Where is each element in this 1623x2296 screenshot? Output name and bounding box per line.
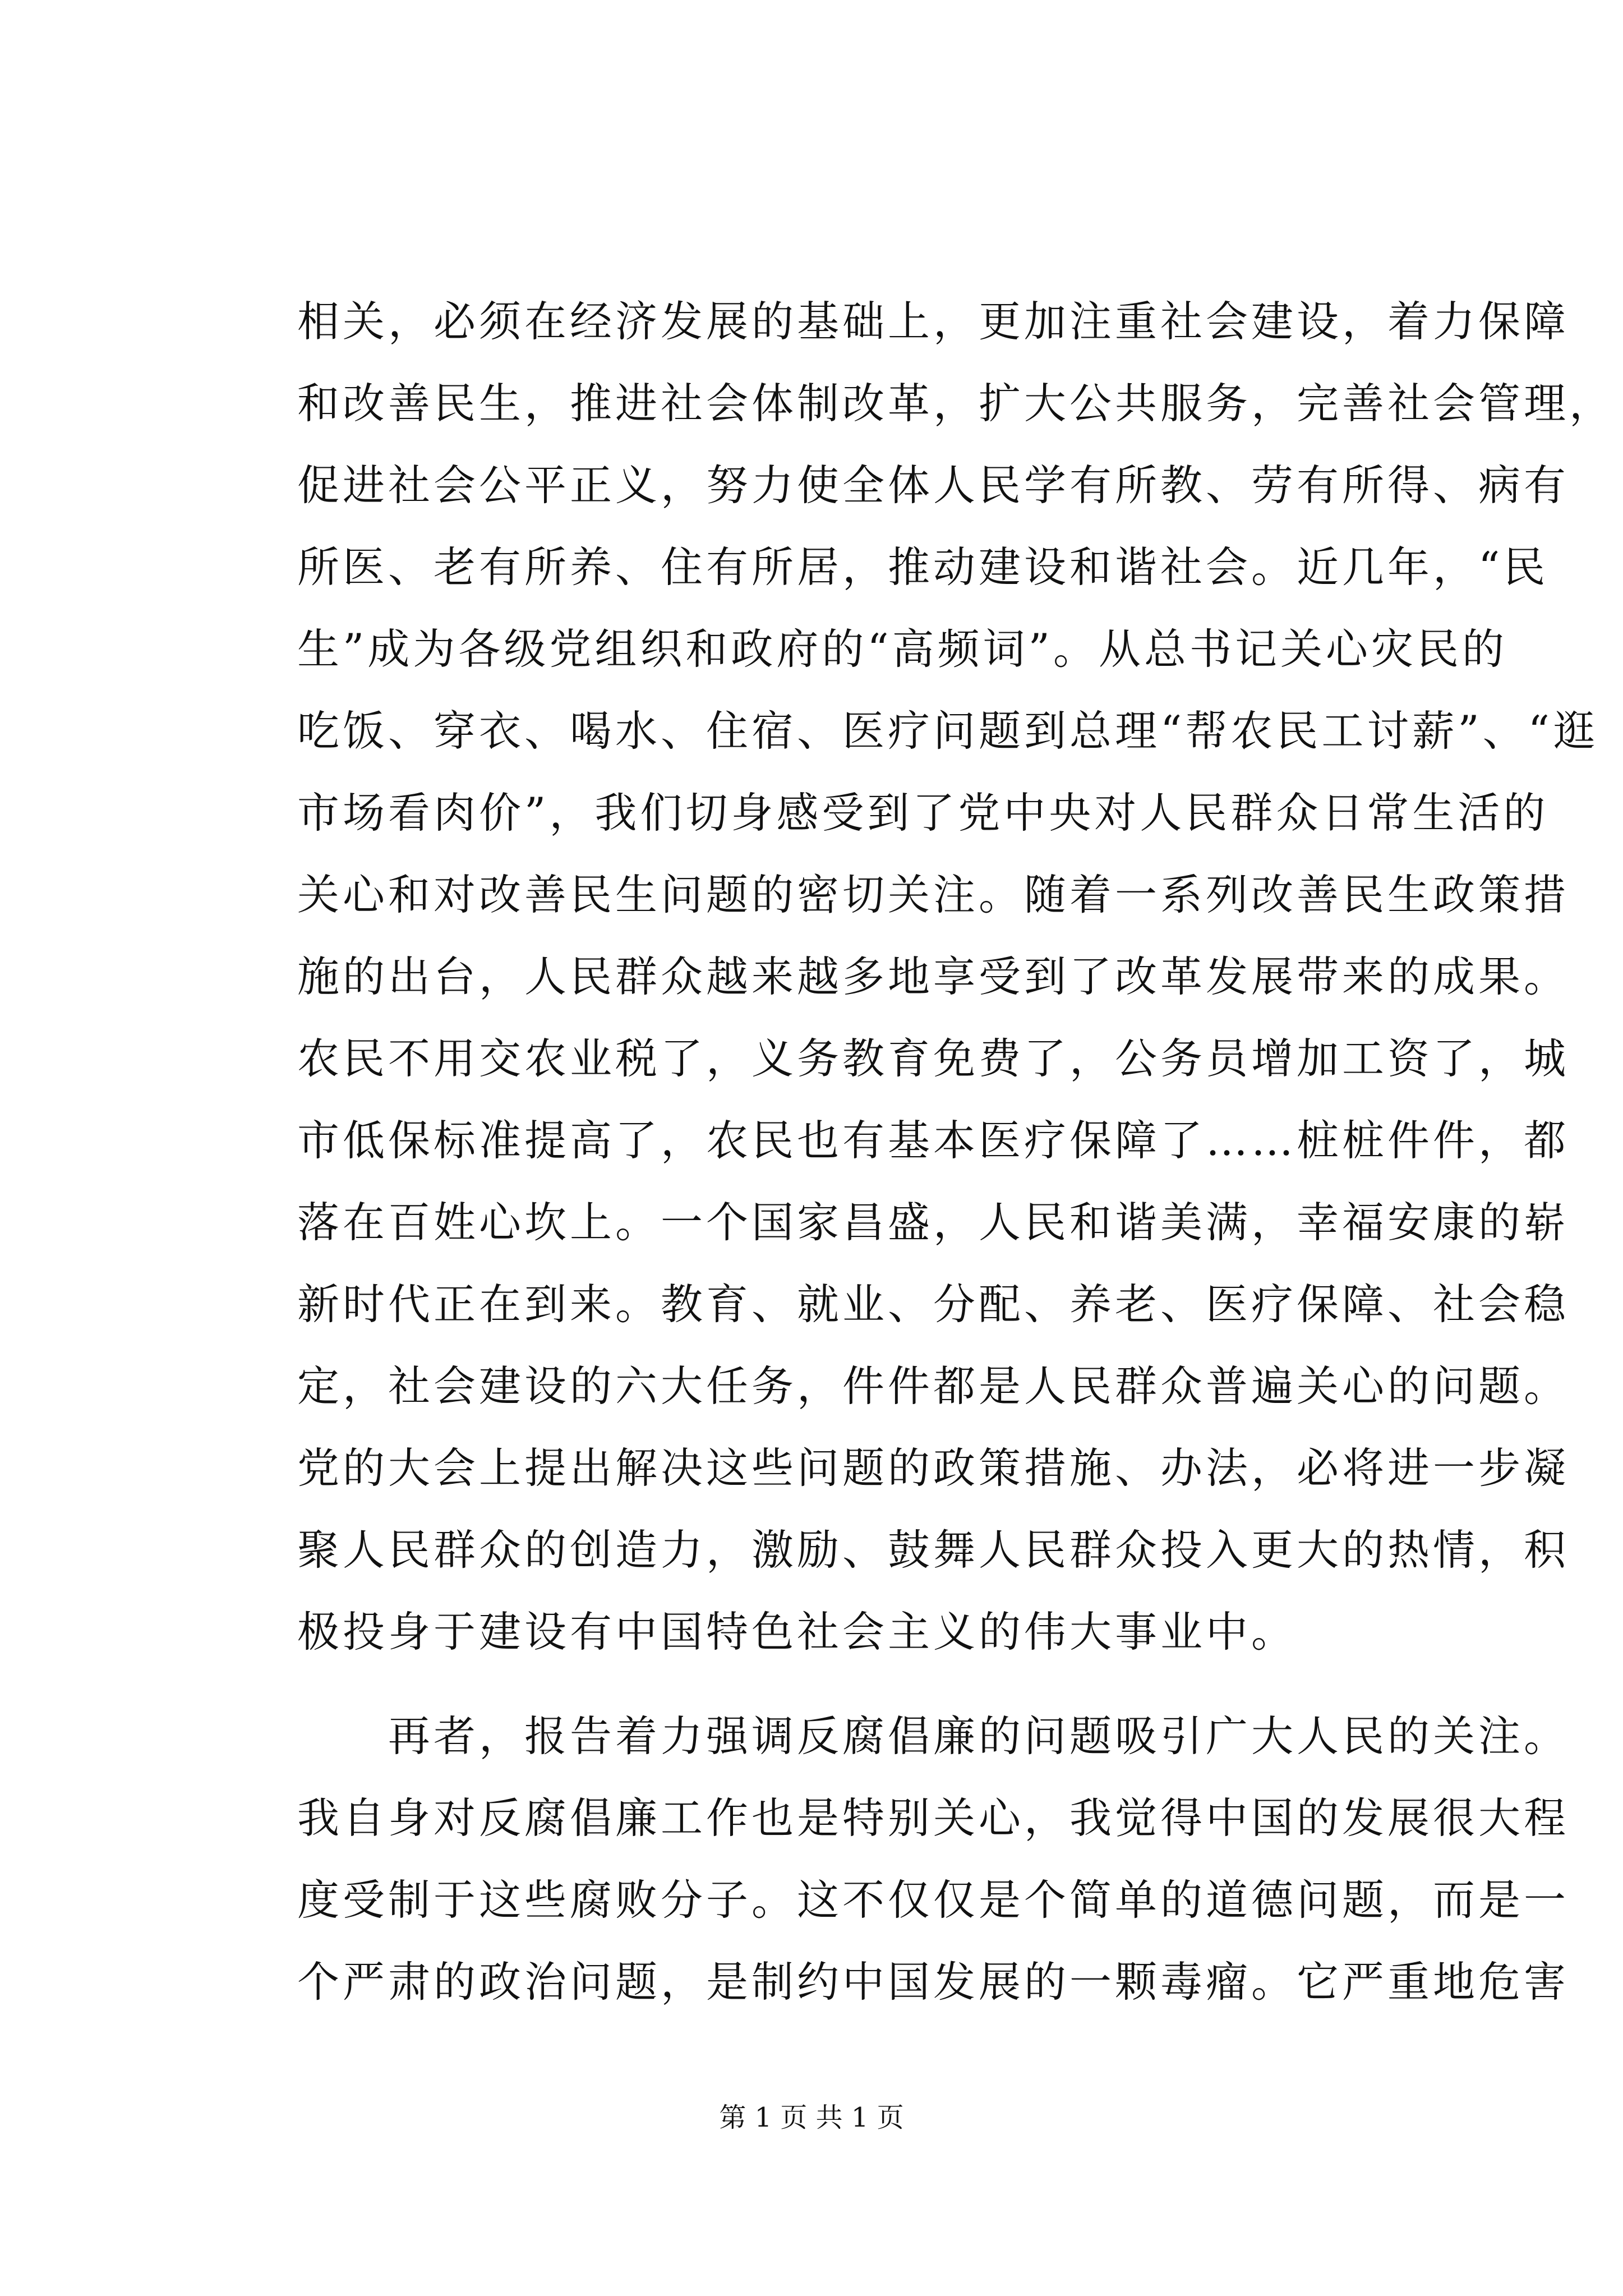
text-line: 促进社会公平正义，努力使全体人民学有所教、劳有所得、病有 [297,461,1570,510]
text-line: 市场看肉价”，我们切身感受到了党中央对人民群众日常生活的 [297,788,1549,838]
text-line: 关心和对改善民生问题的密切关注。随着一系列改善民生政策措 [297,870,1570,919]
text-line: 党的大会上提出解决这些问题的政策措施、办法，必将进一步凝 [297,1443,1570,1493]
text-line: 市低保标准提高了，农民也有基本医疗保障了……桩桩件件，都 [297,1116,1570,1165]
text-line: 极投身于建设有中国特色社会主义的伟大事业中。 [297,1607,1297,1657]
text-line: 吃饭、穿衣、喝水、住宿、医疗问题到总理“帮农民工讨薪”、“逛 [297,706,1599,756]
text-line: 所医、老有所养、住有所居，推动建设和谐社会。近几年，“民 [297,542,1549,592]
paragraph-1 [297,280,1615,1673]
text-line: 度受制于这些腐败分子。这不仅仅是个简单的道德问题，而是一 [297,1875,1570,1925]
paragraph-2 [297,1695,1570,2023]
text-line: 农民不用交农业税了，义务教育免费了，公务员增加工资了，城 [297,1034,1570,1083]
text-line: 和改善民生，推进社会体制改革，扩大公共服务，完善社会管理， [297,379,1615,428]
text-line: 定，社会建设的六大任务，件件都是人民群众普遍关心的问题。 [297,1361,1570,1411]
text-line: 生”成为各级党组织和政府的“高频词”。从总书记关心灾民的 [297,624,1508,674]
text-line: 新时代正在到来。教育、就业、分配、养老、医疗保障、社会稳 [297,1280,1570,1329]
text-line: 个严肃的政治问题，是制约中国发展的一颗毒瘤。它严重地危害 [297,1957,1570,2007]
text-line: 我自身对反腐倡廉工作也是特别关心，我觉得中国的发展很大程 [297,1793,1570,1843]
body-text [297,280,1615,2023]
text-line: 再者，报告着力强调反腐倡廉的问题吸引广大人民的关注。 [297,1711,1570,1761]
text-line: 相关，必须在经济发展的基础上，更加注重社会建设，着力保障 [297,297,1570,346]
text-line: 落在百姓心坎上。一个国家昌盛，人民和谐美满，幸福安康的崭 [297,1198,1570,1247]
page-footer [0,2101,1623,2134]
page-number: 第 1 页 共 1 页 [719,2102,904,2133]
text-line: 施的出台，人民群众越来越多地享受到了改革发展带来的成果。 [297,952,1570,1001]
paragraph-gap [297,1673,1413,1695]
text-line: 聚人民群众的创造力，激励、鼓舞人民群众投入更大的热情，积 [297,1525,1570,1575]
